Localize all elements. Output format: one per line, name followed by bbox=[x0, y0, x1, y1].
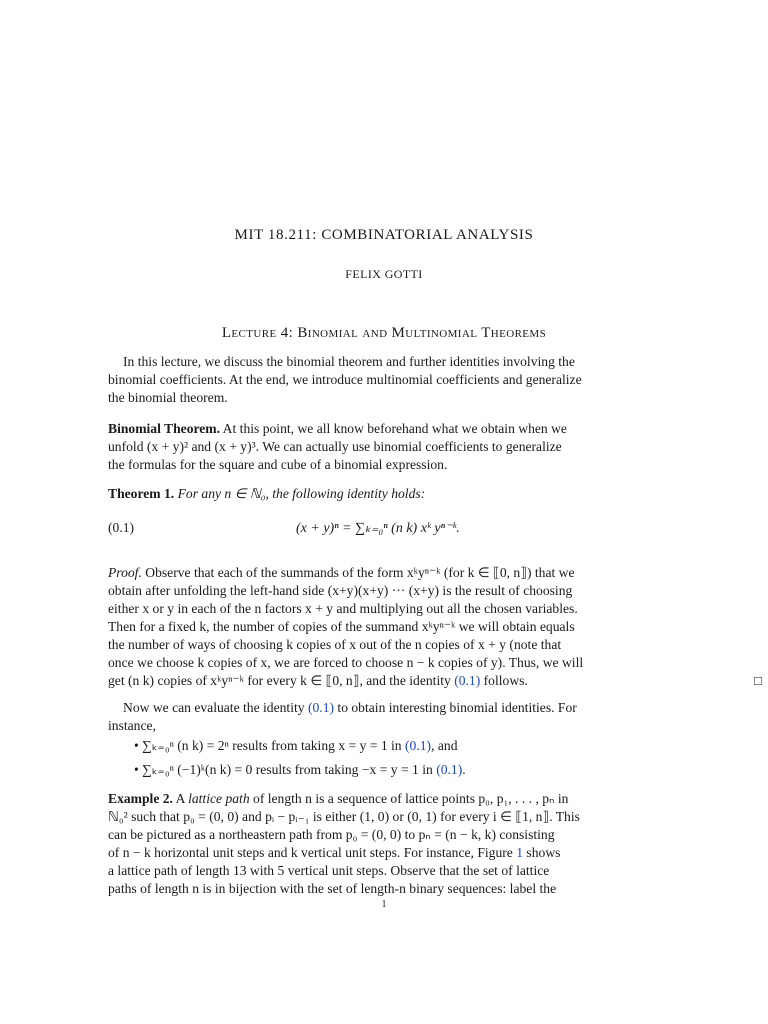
evaluation-line-1 bbox=[108, 699, 660, 717]
theorem-line bbox=[108, 485, 660, 503]
example-text-4: shows bbox=[523, 845, 561, 860]
lecture-heading: Lecture 4: Binomial and Multinomial Theorems bbox=[221, 325, 547, 341]
binomial-paragraph-line-1 bbox=[108, 420, 660, 438]
example-text-3: of n − k horizontal unit steps and k vertical unit steps. For instance, Figure bbox=[108, 845, 517, 860]
binomial-text: At this point, we all know beforehand what we obtain when we bbox=[220, 421, 567, 436]
example-line-2: ℕ₀² such that p₀ = (0, 0) and pᵢ − pᵢ₋₁ is either (1, 0) or (0, 1) for every i ∈ ⟦1, n⟧. This bbox=[108, 809, 580, 824]
qed-symbol: □ bbox=[754, 673, 763, 688]
evaluation-line-2: instance, bbox=[108, 718, 156, 733]
evaluation-text: Now we can evaluate the identity bbox=[123, 700, 308, 715]
bullet-text: ∑ₖ₌₀ⁿ (n k) = 2ⁿ results from taking x = y = 1 in bbox=[142, 738, 406, 753]
proof-text: Observe that each of the summands of the form xᵏyⁿ⁻ᵏ (for k ∈ ⟦0, n⟧) that we bbox=[141, 565, 575, 580]
example-line-4 bbox=[108, 844, 660, 862]
binomial-paragraph-line-3: the formulas for the square and cube of a binomial expression. bbox=[108, 457, 448, 472]
bullet-text: ∑ₖ₌₀ⁿ (−1)ᵏ(n k) = 0 results from taking −x = y = 1 in bbox=[142, 762, 437, 777]
proof-line-4: Then for a fixed k, the number of copies of the summand xᵏyⁿ⁻ᵏ we will obtain equals bbox=[108, 619, 575, 634]
intro-line-1: In this lecture, we discuss the binomial theorem and further identities involving the bbox=[123, 354, 575, 369]
binomial-paragraph-line-2: unfold (x + y)² and (x + y)³. We can actually use binomial coefficients to generalize bbox=[108, 439, 562, 454]
proof-line-6: once we choose k copies of x, we are forced to choose n − k copies of y). Thus, we will bbox=[108, 655, 584, 670]
intro-line-3: the binomial theorem. bbox=[108, 390, 228, 405]
equation-link[interactable]: (0.1) bbox=[405, 738, 432, 753]
bullet-marker: • bbox=[134, 762, 143, 777]
binomial-equation: (x + y)ⁿ = ∑ₖ₌₀ⁿ (n k) xᵏ yⁿ⁻ᵏ. bbox=[296, 521, 460, 536]
equation-link[interactable]: (0.1) bbox=[436, 762, 463, 777]
equation-link[interactable]: (0.1) bbox=[307, 700, 335, 715]
paper-title: MIT 18.211: COMBINATORIAL ANALYSIS bbox=[234, 227, 534, 243]
example-line-6: paths of length n is in bijection with the set of length-n binary sequences: label the bbox=[108, 881, 557, 896]
example-text-2: of length n is a sequence of lattice points p₀, p₁, . . . , pₙ in bbox=[249, 791, 569, 806]
proof-text-end: get (n k) copies of xᵏyⁿ⁻ᵏ for every k ∈ ⟦0, n⟧, and the identity bbox=[108, 673, 455, 688]
proof-line-1 bbox=[108, 564, 660, 582]
binomial-heading: Binomial Theorem. bbox=[108, 421, 221, 436]
example-label: Example 2. bbox=[108, 791, 173, 806]
evaluation-text-2: to obtain interesting binomial identities. For bbox=[334, 700, 577, 715]
list-item bbox=[134, 738, 458, 754]
equation-link[interactable]: (0.1) bbox=[454, 673, 481, 688]
example-line-5: a lattice path of length 13 with 5 vertical unit steps. Observe that the set of lattice bbox=[108, 863, 550, 878]
list-item bbox=[134, 762, 466, 778]
figure-link[interactable]: 1 bbox=[516, 845, 524, 860]
equation-number: (0.1) bbox=[108, 520, 135, 535]
proof-line-5: the number of ways of choosing k copies of x out of the n copies of x + y (note that bbox=[108, 637, 562, 652]
theorem-label: Theorem 1. bbox=[108, 486, 175, 501]
intro-line-2: binomial coefficients. At the end, we introduce multinomial coefficients and generalize bbox=[108, 372, 582, 387]
proof-line-7 bbox=[108, 672, 763, 690]
bullet-marker: • bbox=[134, 738, 143, 753]
theorem-statement: For any n ∈ ℕ₀, the following identity holds: bbox=[174, 486, 426, 501]
bullet-tail: , and bbox=[431, 738, 458, 753]
bullet-tail: . bbox=[462, 762, 466, 777]
example-text: A bbox=[172, 791, 189, 806]
author-name: FELIX GOTTI bbox=[345, 267, 423, 281]
proof-line-3: either x or y in each of the n factors x + y and multiplying out all the chosen variables. bbox=[108, 601, 578, 616]
page-number: 1 bbox=[381, 899, 387, 910]
proof-label: Proof. bbox=[108, 565, 142, 580]
proof-tail: follows. bbox=[480, 673, 528, 688]
defined-term: lattice path bbox=[188, 791, 250, 806]
example-line-1 bbox=[108, 790, 660, 808]
example-line-3: can be pictured as a northeastern path from p₀ = (0, 0) to pₙ = (n − k, k) consisting bbox=[108, 827, 555, 842]
proof-line-2: obtain after unfolding the left-hand side (x+y)(x+y) ··· (x+y) is the result of choosing bbox=[108, 583, 573, 598]
